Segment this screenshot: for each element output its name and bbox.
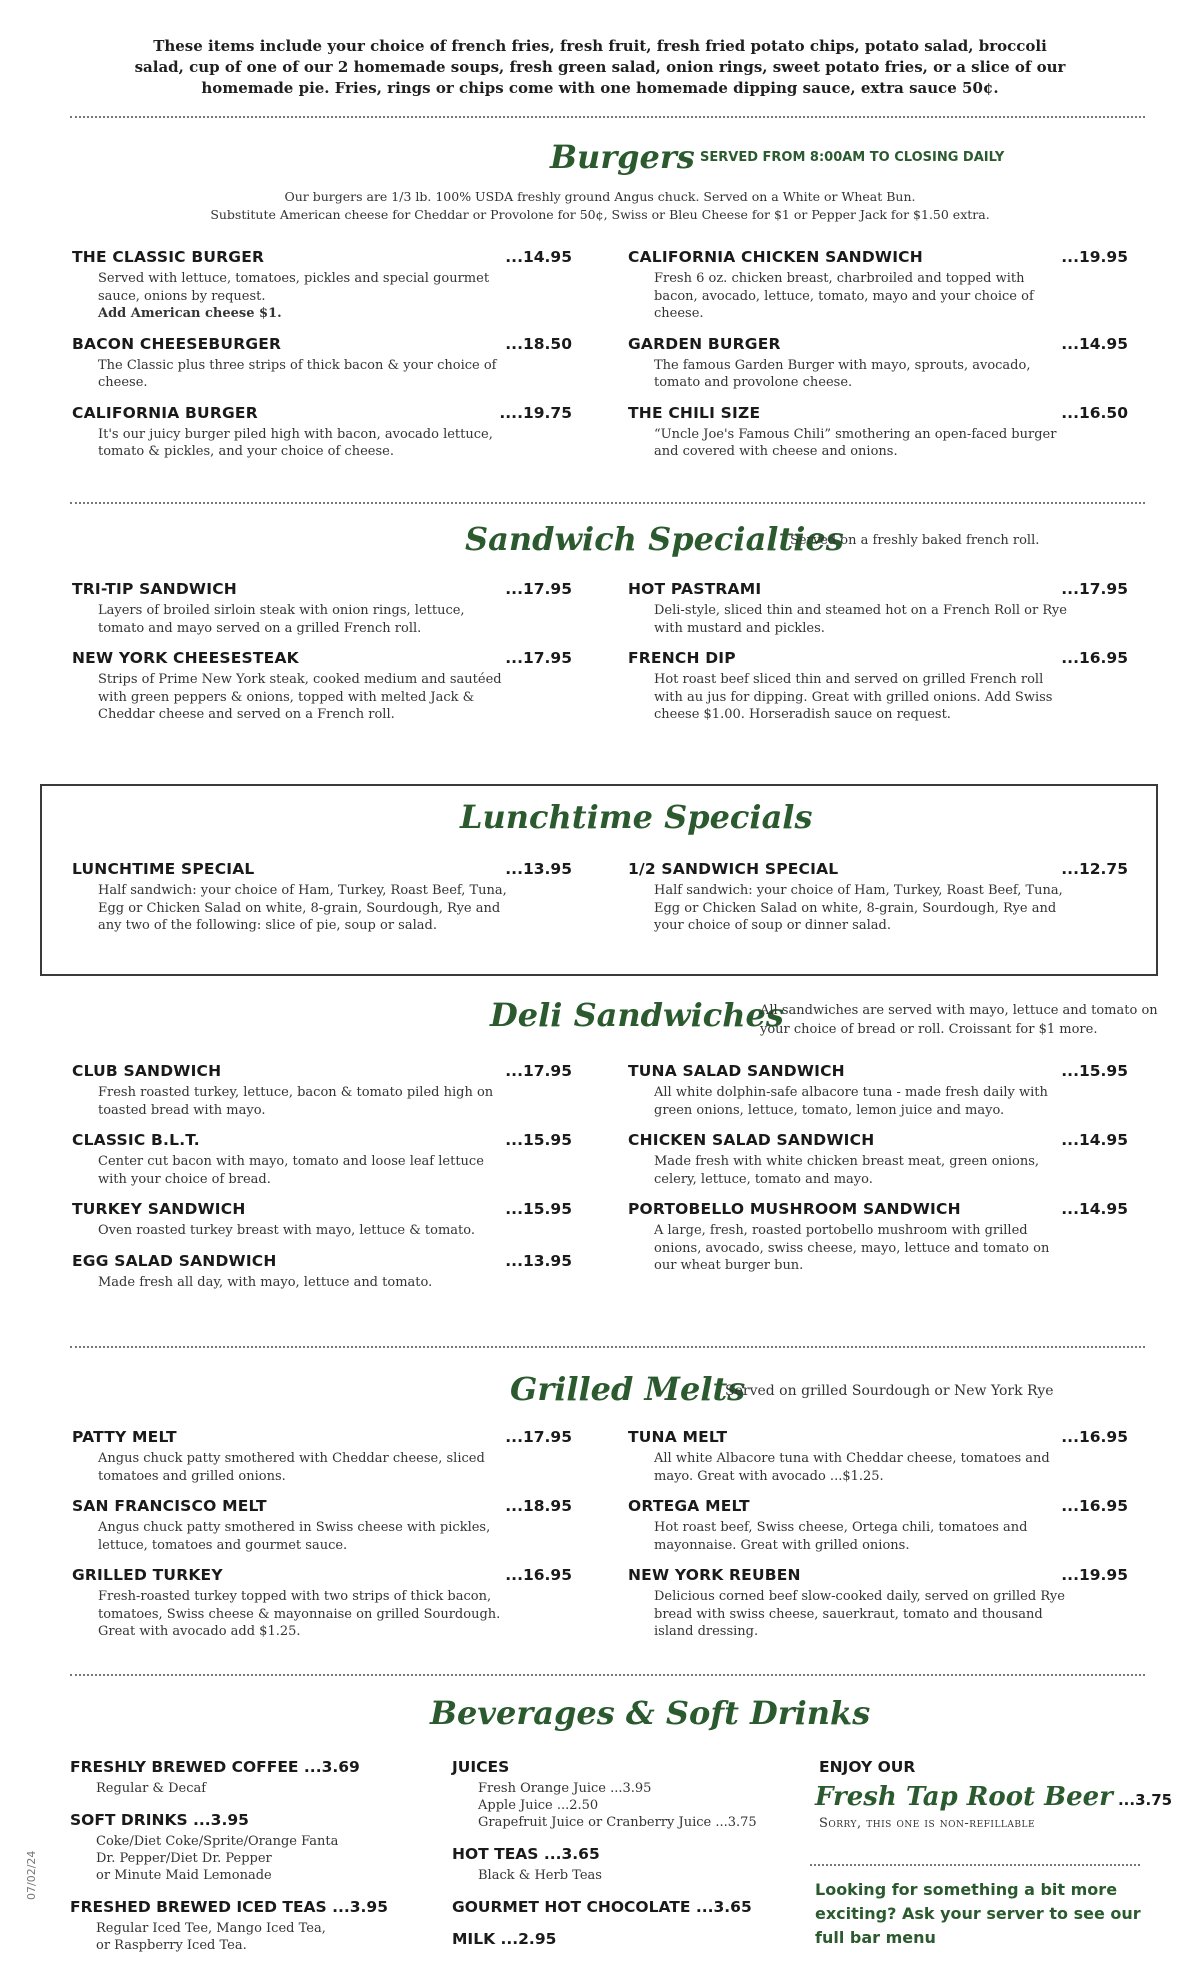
item-desc: Layers of broiled sirloin steak with onion rings, lettuce, tomato and mayo served on a grilled French roll.	[98, 603, 465, 636]
item-desc: Half sandwich: your choice of Ham, Turkey, Roast Beef, Tuna, Egg or Chicken Salad on white, 8-grain, Sourdough, Rye and any two of the following: slice of pie, soup or salad.	[98, 883, 507, 933]
item-price: ...17.95	[505, 580, 572, 598]
item-name: 1/2 SANDWICH SPECIAL	[628, 860, 839, 878]
item-price: ...14.95	[505, 248, 572, 266]
item-price: ...13.95	[505, 1251, 572, 1270]
item-name: NEW YORK CHEESESTEAK	[72, 649, 299, 667]
item-name: TURKEY SANDWICH	[72, 1200, 246, 1218]
item-name: CALIFORNIA CHICKEN SANDWICH	[628, 248, 923, 266]
burgers-left-column	[72, 248, 572, 473]
section-title-lunchtime-specials: Lunchtime Specials	[460, 798, 813, 836]
item-price: ...14.95	[1061, 1131, 1128, 1149]
item-name: PATTY MELT	[72, 1428, 177, 1446]
item-desc: A large, fresh, roasted portobello mushroom with grilled onions, avocado, swiss cheese, mayo, lettuce and tomato on our wheat burger bun.	[654, 1223, 1050, 1273]
item-desc: Fresh 6 oz. chicken breast, charbroiled and topped with bacon, avocado, lettuce, tomato, mayo and your choice of cheese.	[654, 271, 1034, 321]
item-desc: Strips of Prime New York steak, cooked medium and sautéed with green peppers & onions, topped with melted Jack & Cheddar cheese and served on a French roll.	[98, 672, 502, 722]
item-name: GRILLED TURKEY	[72, 1566, 223, 1584]
item-extra: Add American cheese $1.	[98, 306, 282, 321]
item-price: ...18.50	[505, 334, 572, 353]
item-price: ....19.75	[499, 403, 572, 422]
print-date: 07/02/24	[25, 1850, 38, 1900]
beverage-item	[70, 1898, 430, 1954]
item-price: ...13.95	[505, 860, 572, 878]
item-price: ...16.95	[505, 1566, 572, 1584]
item-price: ...16.95	[1061, 1428, 1128, 1446]
section-title-beverages: Beverages & Soft Drinks	[430, 1694, 871, 1732]
section-title-deli-sandwiches: Deli Sandwiches	[490, 996, 784, 1034]
menu-item	[628, 1428, 1128, 1485]
beverage-line: Coke/Diet Coke/Sprite/Orange Fanta	[96, 1834, 339, 1849]
item-price: ...16.50	[1061, 403, 1128, 422]
item-price: ...16.95	[1061, 1497, 1128, 1515]
beverage-item	[452, 1758, 792, 1831]
item-price: ...15.95	[505, 1131, 572, 1149]
beverage-title: GOURMET HOT CHOCOLATE ...3.65	[452, 1898, 752, 1916]
divider	[70, 116, 1145, 118]
root-beer-price: ...3.75	[1117, 1791, 1173, 1809]
menu-item	[628, 1200, 1128, 1275]
beverage-item	[70, 1758, 430, 1797]
sandwich-left-column	[72, 580, 572, 736]
burgers-sub-line-1: Our burgers are 1/3 lb. 100% USDA freshly ground Angus chuck. Served on a White or Wheat Bun.	[284, 189, 916, 204]
section-title-burgers: Burgers	[550, 138, 695, 176]
item-price: ...14.95	[1061, 334, 1128, 353]
burgers-sub	[150, 188, 1050, 224]
menu-item	[72, 1062, 572, 1119]
beverage-item	[452, 1898, 792, 1916]
menu-item	[628, 248, 1128, 323]
sandwich-note: Served on a freshly baked french roll.	[790, 533, 1040, 548]
item-name: BACON CHEESEBURGER	[72, 334, 282, 353]
divider	[810, 1864, 1140, 1866]
melts-note: Served on grilled Sourdough or New York Rye	[725, 1383, 1054, 1399]
menu-item	[72, 1497, 572, 1554]
item-name: GARDEN BURGER	[628, 334, 781, 353]
menu-item	[628, 580, 1128, 637]
menu-item	[72, 335, 572, 392]
item-price: ...17.95	[505, 649, 572, 667]
divider	[70, 1674, 1145, 1676]
item-name: HOT PASTRAMI	[628, 580, 762, 598]
item-desc: It's our juicy burger piled high with bacon, avocado lettuce, tomato & pickles, and your choice of cheese.	[98, 426, 493, 459]
item-price: ...12.75	[1061, 860, 1128, 878]
bar-menu-promo: Looking for something a bit more exciting? Ask your server to see our full bar menu	[815, 1880, 1141, 1947]
item-price: ...15.95	[1061, 1062, 1128, 1080]
item-name: TUNA SALAD SANDWICH	[628, 1062, 845, 1080]
menu-item	[628, 1062, 1128, 1119]
item-desc: Made fresh with white chicken breast meat, green onions, celery, lettuce, tomato and mayo.	[654, 1154, 1040, 1187]
melts-left-column	[72, 1428, 572, 1653]
lunch-left-column	[72, 860, 572, 947]
beverage-item	[452, 1930, 792, 1948]
beverage-line: Grapefruit Juice or Cranberry Juice ...3.75	[478, 1815, 757, 1830]
item-name: CALIFORNIA BURGER	[72, 403, 258, 422]
beverage-item	[70, 1811, 430, 1884]
menu-item	[72, 1200, 572, 1240]
item-desc: Deli-style, sliced thin and steamed hot on a French Roll or Rye with mustard and pickles.	[654, 603, 1067, 636]
menu-item	[628, 404, 1128, 461]
item-desc: Half sandwich: your choice of Ham, Turkey, Roast Beef, Tuna, Egg or Chicken Salad on white, 8-grain, Sourdough, Rye and your choice of soup or dinner salad.	[654, 883, 1063, 933]
beverage-line: Black & Herb Teas	[478, 1868, 602, 1883]
sandwich-right-column	[628, 580, 1128, 736]
item-name: CLUB SANDWICH	[72, 1062, 222, 1080]
beverage-line: Fresh Orange Juice ...3.95	[478, 1781, 652, 1796]
item-name: SAN FRANCISCO MELT	[72, 1497, 267, 1515]
menu-item	[628, 1566, 1128, 1641]
item-name: EGG SALAD SANDWICH	[72, 1251, 277, 1270]
item-desc: Fresh-roasted turkey topped with two strips of thick bacon, tomatoes, Swiss cheese & mayonnaise on grilled Sourdough. Great with avocado add $1.25.	[98, 1589, 501, 1639]
item-desc: Hot roast beef, Swiss cheese, Ortega chili, tomatoes and mayonnaise. Great with grilled onions.	[654, 1520, 1028, 1553]
beverage-title: FRESHED BREWED ICED TEAS ...3.95	[70, 1898, 388, 1916]
root-beer-title: Fresh Tap Root Beer	[815, 1782, 1113, 1812]
section-title-grilled-melts: Grilled Melts	[510, 1370, 746, 1408]
item-desc: Fresh roasted turkey, lettuce, bacon & tomato piled high on toasted bread with mayo.	[98, 1085, 494, 1118]
divider	[70, 1346, 1145, 1348]
menu-item	[72, 580, 572, 637]
item-desc: Center cut bacon with mayo, tomato and loose leaf lettuce with your choice of bread.	[98, 1154, 484, 1187]
item-name: TUNA MELT	[628, 1428, 728, 1446]
menu-item	[72, 248, 572, 323]
item-desc: “Uncle Joe's Famous Chili” smothering an open-faced burger and covered with cheese and onions.	[654, 426, 1057, 459]
item-name: CLASSIC B.L.T.	[72, 1131, 200, 1149]
item-name: THE CHILI SIZE	[628, 403, 761, 422]
beverage-line: Regular & Decaf	[96, 1781, 207, 1796]
enjoy-our-label: ENJOY OUR	[819, 1758, 916, 1776]
menu-item	[628, 1131, 1128, 1188]
lunch-right-column	[628, 860, 1128, 947]
menu-item	[72, 1566, 572, 1641]
item-price: ...15.95	[505, 1200, 572, 1218]
item-desc: Oven roasted turkey breast with mayo, lettuce & tomato.	[98, 1223, 475, 1238]
menu-item	[72, 1252, 572, 1292]
beverage-line: Regular Iced Tee, Mango Iced Tea,	[96, 1921, 326, 1936]
item-price: ...14.95	[1061, 1200, 1128, 1218]
menu-item	[72, 860, 572, 935]
item-price: ...19.95	[1061, 248, 1128, 266]
item-name: THE CLASSIC BURGER	[72, 248, 265, 266]
item-desc: The Classic plus three strips of thick bacon & your choice of cheese.	[98, 357, 497, 390]
beverages-column-2	[452, 1758, 792, 1962]
item-price: ...16.95	[1061, 649, 1128, 667]
divider	[70, 502, 1145, 504]
item-desc: Served with lettuce, tomatoes, pickles and special gourmet sauce, onions by request.	[98, 271, 490, 304]
item-desc: Angus chuck patty smothered in Swiss cheese with pickles, lettuce, tomatoes and gourmet sauce.	[98, 1520, 491, 1553]
non-refillable-note: Sorry, this one is non-refillable	[819, 1816, 1036, 1831]
beverage-line: Dr. Pepper/Diet Dr. Pepper	[96, 1851, 272, 1866]
item-price: ...19.95	[1061, 1566, 1128, 1584]
beverage-title: FRESHLY BREWED COFFEE ...3.69	[70, 1758, 360, 1776]
item-desc: All white Albacore tuna with Cheddar cheese, tomatoes and mayo. Great with avocado ...$1.25.	[654, 1451, 1050, 1484]
item-price: ...17.95	[505, 1062, 572, 1080]
item-name: FRENCH DIP	[628, 649, 736, 667]
beverage-item	[452, 1845, 792, 1884]
item-name: LUNCHTIME SPECIAL	[72, 860, 255, 878]
menu-item	[628, 1497, 1128, 1554]
item-price: ...18.95	[505, 1497, 572, 1515]
menu-item	[628, 335, 1128, 392]
beverage-title: SOFT DRINKS ...3.95	[70, 1811, 249, 1829]
menu-item	[72, 404, 572, 461]
menu-item	[628, 860, 1128, 935]
burgers-right-column	[628, 248, 1128, 473]
item-price: ...17.95	[1061, 580, 1128, 598]
root-beer-feature	[815, 1758, 1173, 1831]
beverage-line: Apple Juice ...2.50	[478, 1798, 599, 1813]
beverage-title: HOT TEAS ...3.65	[452, 1845, 600, 1863]
menu-item	[72, 1428, 572, 1485]
menu-item	[72, 1131, 572, 1188]
beverage-line: or Minute Maid Lemonade	[96, 1868, 272, 1883]
item-name: CHICKEN SALAD SANDWICH	[628, 1131, 875, 1149]
burgers-served-note: SERVED FROM 8:00AM TO CLOSING DAILY	[700, 150, 1005, 165]
item-desc: The famous Garden Burger with mayo, sprouts, avocado, tomato and provolone cheese.	[654, 357, 1031, 390]
item-desc: Delicious corned beef slow-cooked daily, served on grilled Rye bread with swiss cheese, sauerkraut, tomato and thousand island dressing.	[654, 1589, 1065, 1639]
item-name: TRI-TIP SANDWICH	[72, 580, 237, 598]
item-desc: Made fresh all day, with mayo, lettuce and tomato.	[98, 1274, 433, 1290]
item-desc: All white dolphin-safe albacore tuna - made fresh daily with green onions, lettuce, tomato, lemon juice and mayo.	[654, 1085, 1048, 1118]
item-name: PORTOBELLO MUSHROOM SANDWICH	[628, 1200, 961, 1218]
menu-item	[72, 649, 572, 724]
item-name: ORTEGA MELT	[628, 1497, 750, 1515]
burgers-sub-line-2: Substitute American cheese for Cheddar or Provolone for 50¢, Swiss or Bleu Cheese for $1 or Pepper Jack for $1.50 extra.	[210, 207, 990, 222]
deli-left-column	[72, 1062, 572, 1303]
deli-right-column	[628, 1062, 1128, 1287]
beverage-title: MILK ...2.95	[452, 1930, 557, 1948]
item-name: NEW YORK REUBEN	[628, 1566, 801, 1584]
section-title-sandwich-specialties: Sandwich Specialties	[465, 520, 844, 558]
beverage-title: JUICES	[452, 1758, 510, 1776]
beverages-column-1	[70, 1758, 430, 1968]
melts-right-column	[628, 1428, 1128, 1653]
intro-text: These items include your choice of french fries, fresh fruit, fresh fried potato chips, potato salad, broccoli salad, cup of one of our 2 homemade soups, fresh green salad, onion rings, sweet potato fries, or a slice of our homemade pie. Fries, rings or chips come with one homemade dipping sauce, extra sauce 50¢.	[134, 37, 1066, 97]
menu-item	[628, 649, 1128, 724]
item-desc: Hot roast beef sliced thin and served on grilled French roll with au jus for dipping. Great with grilled onions. Add Swiss cheese $1.00. Horseradish sauce on request.	[654, 672, 1053, 722]
item-price: ...17.95	[505, 1428, 572, 1446]
deli-note: All sandwiches are served with mayo, lettuce and tomato on your choice of bread or roll. Croissant for $1 more.	[760, 1003, 1158, 1037]
beverage-line: or Raspberry Iced Tea.	[96, 1938, 247, 1953]
item-desc: Angus chuck patty smothered with Cheddar cheese, sliced tomatoes and grilled onions.	[98, 1451, 485, 1484]
